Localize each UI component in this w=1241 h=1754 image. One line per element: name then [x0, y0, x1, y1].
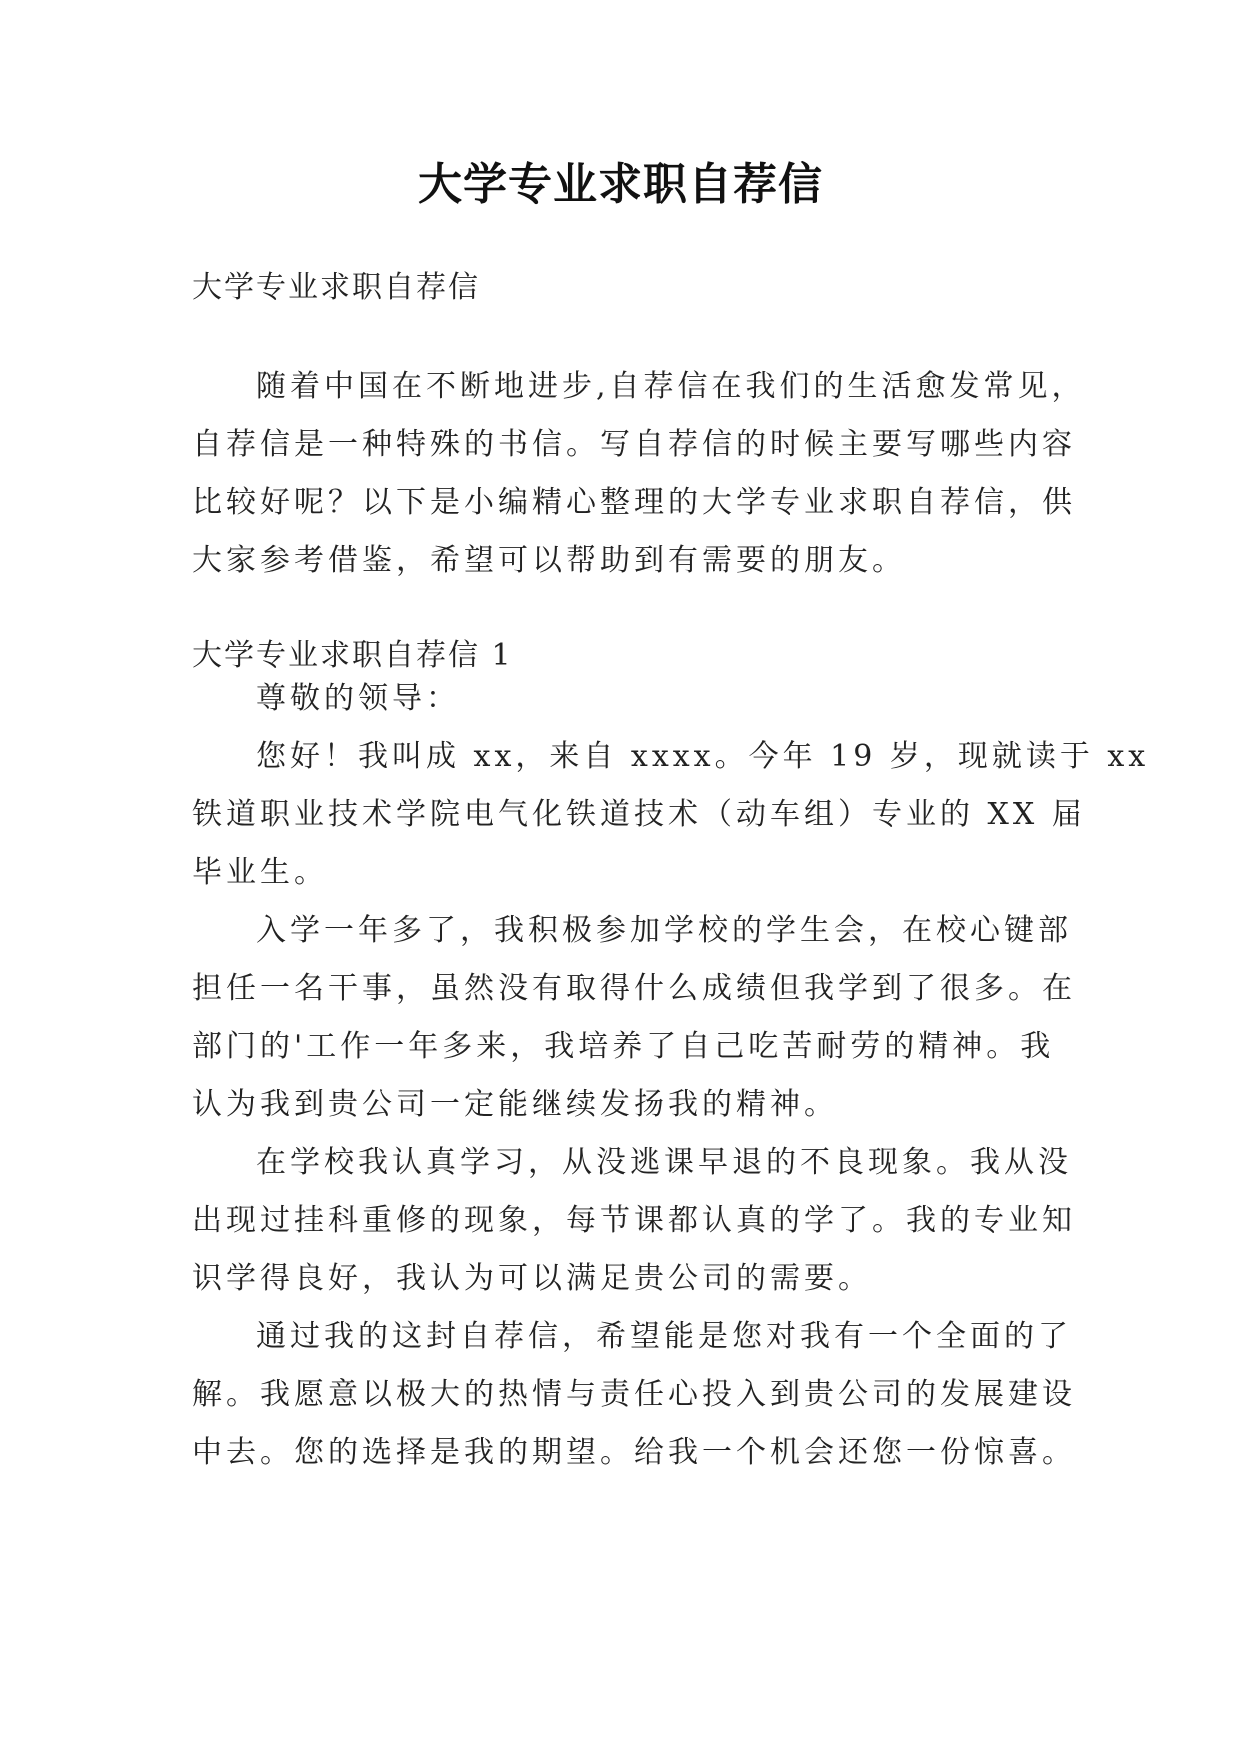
letter-line: 出现过挂科重修的现象，每节课都认真的学了。我的专业知	[192, 1203, 1076, 1238]
letter-line: 部门的'工作一年多来，我培养了自己吃苦耐劳的精神。我	[192, 1029, 1055, 1064]
letter-line: 中去。您的选择是我的期望。给我一个机会还您一份惊喜。	[192, 1435, 1076, 1470]
letter-line: 毕业生。	[192, 855, 328, 890]
intro-paragraph	[192, 358, 1086, 590]
letter-line: 在学校我认真学习，从没逃课早退的不良现象。我从没	[256, 1145, 1072, 1180]
letter-line: 铁道职业技术学院电气化铁道技术（动车组）专业的 XX 届	[192, 797, 1086, 832]
intro-line: 大家参考借鉴，希望可以帮助到有需要的朋友。	[192, 543, 906, 578]
letter-line: 识学得良好，我认为可以满足贵公司的需要。	[192, 1261, 872, 1296]
intro-line: 自荐信是一种特殊的书信。写自荐信的时候主要写哪些内容	[192, 427, 1076, 462]
section-title: 大学专业求职自荐信 1	[192, 638, 513, 673]
letter-body	[192, 670, 1150, 1482]
intro-line: 比较好呢？以下是小编精心整理的大学专业求职自荐信，供	[192, 485, 1076, 520]
letter-line: 解。我愿意以极大的热情与责任心投入到贵公司的发展建设	[192, 1377, 1076, 1412]
letter-line: 担任一名干事，虽然没有取得什么成绩但我学到了很多。在	[192, 971, 1076, 1006]
salutation: 尊敬的领导：	[256, 681, 460, 716]
letter-line: 入学一年多了，我积极参加学校的学生会，在校心键部	[256, 913, 1072, 948]
letter-line: 通过我的这封自荐信，希望能是您对我有一个全面的了	[256, 1319, 1072, 1354]
letter-line: 您好！我叫成 xx，来自 xxxx。今年 19 岁，现就读于 xx	[256, 739, 1150, 774]
intro-line: 随着中国在不断地进步,自荐信在我们的生活愈发常见，	[256, 369, 1086, 404]
document-title: 大学专业求职自荐信	[418, 159, 823, 210]
letter-line: 认为我到贵公司一定能继续发扬我的精神。	[192, 1087, 838, 1122]
document-subtitle: 大学专业求职自荐信	[192, 270, 480, 305]
